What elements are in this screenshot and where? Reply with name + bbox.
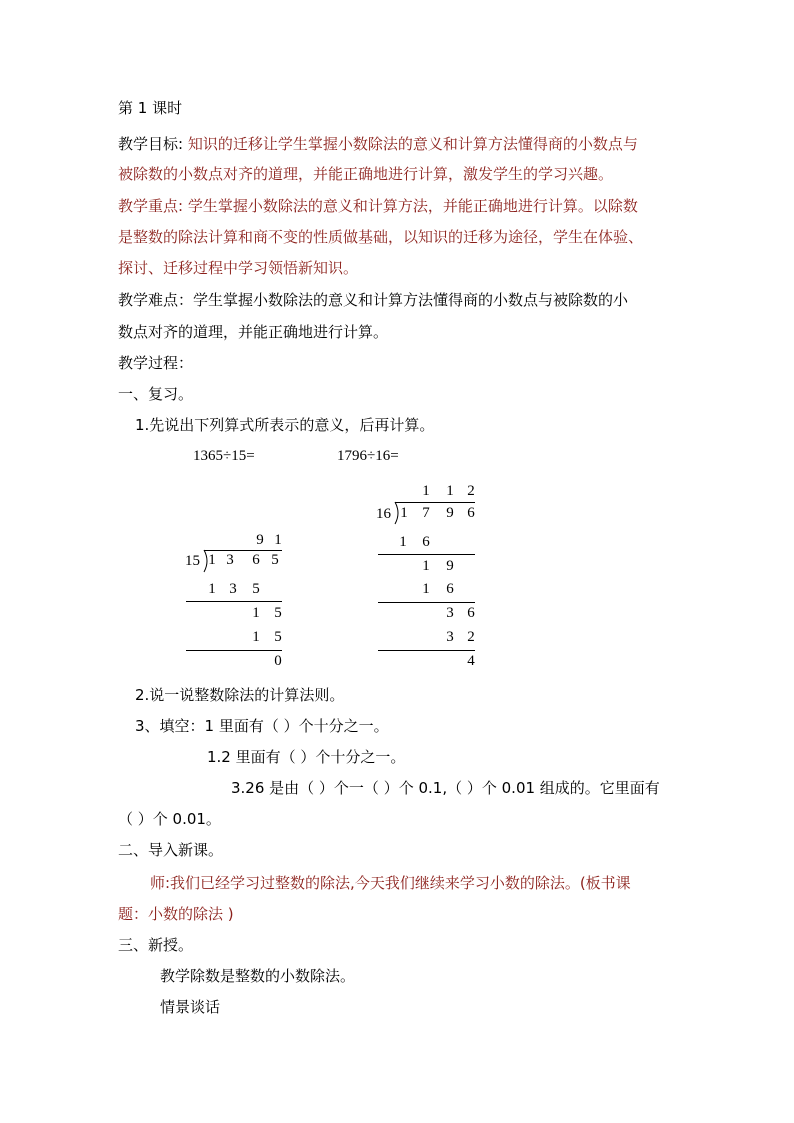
div2-dividend-digit: 1 xyxy=(400,505,408,521)
question-3-line-4: （ ）个 0.01。 xyxy=(118,810,221,828)
question-3-text-1: 1 里面有（ ）个十分之一。 xyxy=(204,717,389,735)
difficulty-line-2: 数点对齐的道理，并能正确地进行计算。 xyxy=(118,323,389,341)
div2-step-digit: 3 xyxy=(446,629,454,645)
question-3-line-1 xyxy=(135,716,389,736)
div2-step-digit: 1 xyxy=(422,581,430,597)
process-title: 教学过程： xyxy=(118,354,194,372)
section-3-text-1: 教学除数是整数的小数除法。 xyxy=(160,967,356,985)
key-point-line-1 xyxy=(118,196,638,216)
div1-dividend-digit: 3 xyxy=(226,552,234,568)
div1-subtract-line xyxy=(186,650,282,651)
goal-line-2: 被除数的小数点对齐的道理，并能正确地进行计算，激发学生的学习兴趣。 xyxy=(118,165,614,183)
key-point-line-3: 探讨、迁移过程中学习领悟新知识。 xyxy=(118,259,359,277)
div1-step-digit: 1 xyxy=(252,605,260,621)
goal-text-1: 知识的迁移让学生掌握小数除法的意义和计算方法懂得商的小数点与 xyxy=(183,135,638,153)
question-3-label: 3、填空： xyxy=(135,717,205,735)
div2-quotient-digit: 1 xyxy=(422,483,430,499)
div2-step-digit: 6 xyxy=(422,534,430,550)
div1-step-digit: 5 xyxy=(274,629,282,645)
div1-dividend-digit: 1 xyxy=(208,552,216,568)
div2-dividend-digit: 9 xyxy=(446,505,454,521)
section-2-text-1: 师:我们已经学习过整数的除法,今天我们继续来学习小数的除法。(板书课 xyxy=(150,874,631,892)
expression-2: 1796÷16= xyxy=(337,448,399,464)
div1-quotient-digit: 9 xyxy=(256,532,264,548)
div2-step-digit: 1 xyxy=(422,558,430,574)
section-3-title: 三、新授。 xyxy=(118,936,194,954)
question-3-line-3: 3.26 是由（ ）个一（ ）个 0.1,（ ）个 0.01 组成的。它里面有 xyxy=(231,779,660,797)
lesson-title: 第 1 课时 xyxy=(118,99,183,117)
div2-dividend-digit: 7 xyxy=(422,505,430,521)
div2-step-digit: 2 xyxy=(467,629,475,645)
div2-remainder: 4 xyxy=(467,653,475,669)
div1-step-digit: 5 xyxy=(274,605,282,621)
div2-subtract-line xyxy=(378,602,475,603)
goal-label: 教学目标: xyxy=(118,135,184,153)
question-1-text: 1.先说出下列算式所表示的意义，后再计算。 xyxy=(135,416,435,434)
div1-step-digit: 3 xyxy=(229,581,237,597)
question-2-text: 2.说一说整数除法的计算法则。 xyxy=(135,686,345,704)
section-2-title: 二、导入新课。 xyxy=(118,841,224,859)
div1-subtract-line xyxy=(186,601,282,602)
div1-step-digit: 5 xyxy=(252,581,260,597)
question-3-line-2: 1.2 里面有（ ）个十分之一。 xyxy=(207,748,406,766)
key-point-label: 教学重点: xyxy=(118,197,184,215)
div1-dividend-digit: 6 xyxy=(252,552,260,568)
div2-step-digit: 6 xyxy=(467,605,475,621)
goal-line-1 xyxy=(118,134,638,154)
div2-step-digit: 6 xyxy=(446,581,454,597)
div2-quotient-digit: 1 xyxy=(446,483,454,499)
section-1-title: 一、复习。 xyxy=(118,385,194,403)
div2-subtract-line xyxy=(378,554,475,555)
div1-divisor: 15 xyxy=(185,553,200,569)
div1-remainder: 0 xyxy=(274,653,282,669)
div1-step-digit: 1 xyxy=(208,581,216,597)
section-2-text-2: 题：小数的除法 ) xyxy=(118,905,234,923)
div2-step-digit: 3 xyxy=(446,605,454,621)
div2-dividend-digit: 6 xyxy=(467,505,475,521)
div2-step-digit: 1 xyxy=(399,534,407,550)
difficulty-line-1: 教学难点：学生掌握小数除法的意义和计算方法懂得商的小数点与被除数的小 xyxy=(118,291,629,309)
div2-vinculum xyxy=(395,502,475,503)
div2-divisor: 16 xyxy=(376,506,391,522)
section-3-text-2: 情景谈话 xyxy=(160,998,221,1016)
div2-quotient-digit: 2 xyxy=(467,483,475,499)
div2-subtract-line xyxy=(378,650,475,651)
div1-step-digit: 1 xyxy=(252,629,260,645)
expression-1: 1365÷15= xyxy=(193,448,255,464)
key-point-text-1: 学生掌握小数除法的意义和计算方法，并能正确地进行计算。以除数 xyxy=(183,197,638,215)
div1-dividend-digit: 5 xyxy=(271,552,279,568)
div1-quotient-digit: 1 xyxy=(274,532,282,548)
key-point-line-2: 是整数的除法计算和商不变的性质做基础，以知识的迁移为途径，学生在体验、 xyxy=(118,228,644,246)
div2-step-digit: 9 xyxy=(446,558,454,574)
